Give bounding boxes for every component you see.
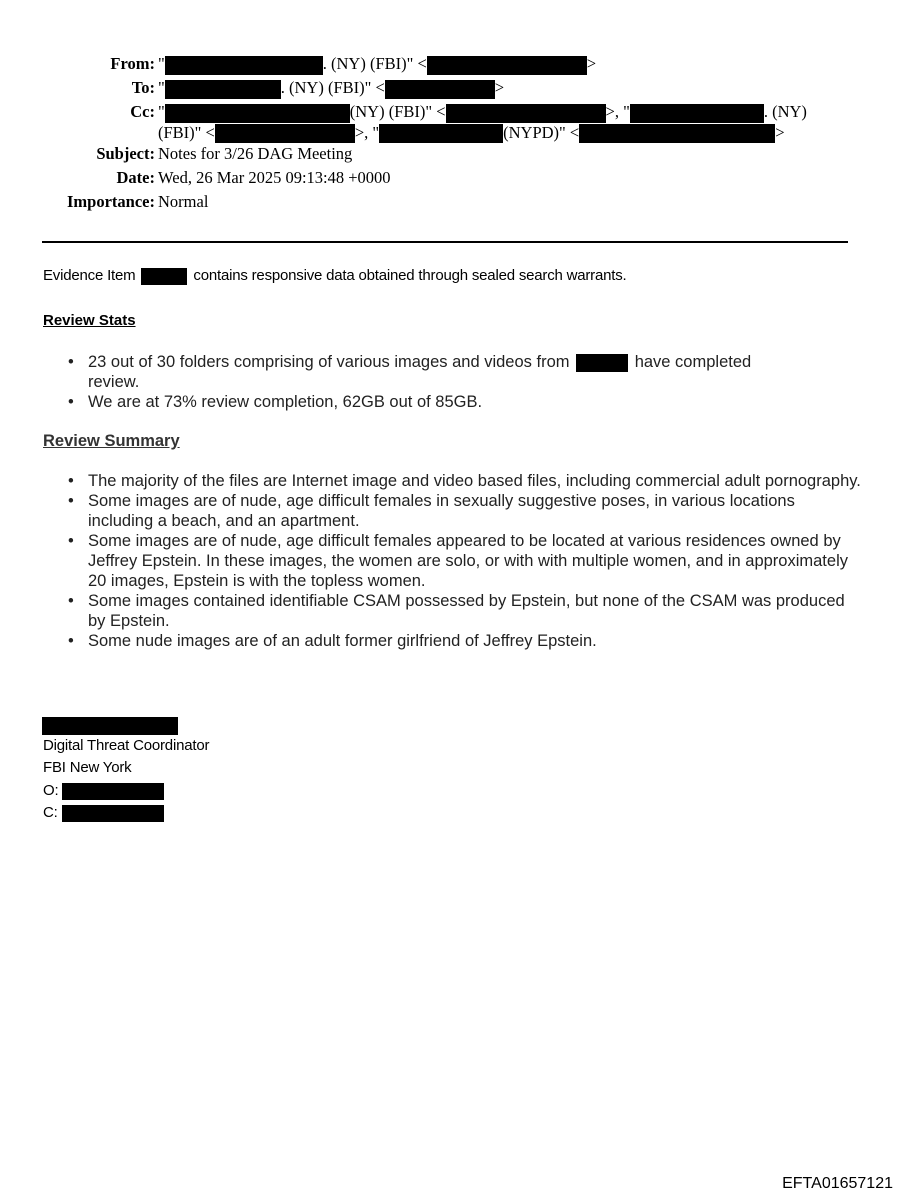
- review-summary-list: [0, 471, 863, 651]
- importance-label: Importance:: [67, 192, 155, 211]
- redaction: [165, 80, 281, 99]
- date-label: Date:: [116, 168, 155, 187]
- to-row: [0, 76, 903, 100]
- review-stats-heading: Review Stats: [43, 312, 136, 329]
- redaction: [62, 783, 164, 800]
- importance-row: [0, 190, 903, 214]
- list-item: • Some images contained identifiable CSAM possessed by Epstein, but none of the CSAM was produced by Epstein.: [68, 592, 845, 630]
- date-row: [0, 166, 903, 190]
- list-item: • We are at 73% review completion, 62GB out of 85GB.: [68, 393, 483, 411]
- signature-cell-phone: C:: [43, 804, 164, 822]
- bullet-icon: •: [68, 592, 74, 610]
- redaction-signature-name: [42, 717, 178, 735]
- redaction: [576, 354, 628, 372]
- document-id: EFTA01657121: [782, 1175, 893, 1192]
- cc-row: [0, 100, 903, 142]
- signature-title: Digital Threat Coordinator: [43, 737, 210, 754]
- signature-office-phone: O:: [43, 782, 164, 800]
- cc-label: Cc:: [130, 102, 155, 121]
- redaction: [165, 104, 350, 123]
- bullet-icon: •: [68, 472, 74, 490]
- list-item: • The majority of the files are Internet image and video based files, including commercial adult pornography.: [68, 472, 861, 490]
- redaction: [579, 124, 775, 143]
- redaction: [446, 104, 606, 123]
- bullet-icon: •: [68, 353, 74, 371]
- list-item: • Some images are of nude, age difficult females in sexually suggestive poses, in various locations including a beach, and an apartment.: [68, 492, 795, 530]
- redaction: [630, 104, 764, 123]
- list-item: • Some nude images are of an adult former girlfriend of Jeffrey Epstein.: [68, 632, 597, 650]
- redaction: [379, 124, 503, 143]
- bullet-icon: •: [68, 532, 74, 550]
- redaction: [427, 56, 587, 75]
- to-label: To:: [131, 78, 155, 97]
- subject-row: [0, 142, 903, 166]
- review-stats-list: [0, 352, 863, 412]
- open-quote: ": [158, 54, 165, 73]
- list-item: • Some images are of nude, age difficult females appeared to be located at various residences owned by Jeffrey Epstein. In these images, the women are solo, or with with multiple women, and in approximately 20 images, Epstein is with the topless women.: [68, 532, 848, 590]
- from-row: [0, 52, 903, 76]
- header-divider: [42, 241, 848, 243]
- evidence-line: Evidence Item contains responsive data obtained through sealed search warrants.: [43, 267, 627, 284]
- from-label: From:: [110, 54, 155, 73]
- subject-label: Subject:: [96, 144, 155, 163]
- redaction: [141, 268, 187, 285]
- to-value: " . (NY) (FBI)" < >: [158, 78, 505, 97]
- bullet-icon: •: [68, 632, 74, 650]
- date-value: Wed, 26 Mar 2025 09:13:48 +0000: [158, 168, 391, 187]
- review-summary-heading: Review Summary: [43, 432, 180, 450]
- signature-office: FBI New York: [43, 759, 132, 776]
- list-item: • 23 out of 30 folders comprising of various images and videos from have completed review.: [68, 353, 752, 391]
- bullet-icon: •: [68, 393, 74, 411]
- from-value: " . (NY) (FBI)" < >: [158, 54, 597, 73]
- subject-value: Notes for 3/26 DAG Meeting: [158, 144, 353, 163]
- cc-value: " (NY) (FBI)" < >, " . (NY) (FBI)" < >, " (NYPD)" < >: [158, 102, 807, 142]
- redaction: [62, 805, 164, 822]
- importance-value: Normal: [158, 192, 209, 211]
- redaction: [385, 80, 495, 99]
- bullet-icon: •: [68, 492, 74, 510]
- redaction: [165, 56, 323, 75]
- email-header: [0, 52, 903, 214]
- redaction: [215, 124, 355, 143]
